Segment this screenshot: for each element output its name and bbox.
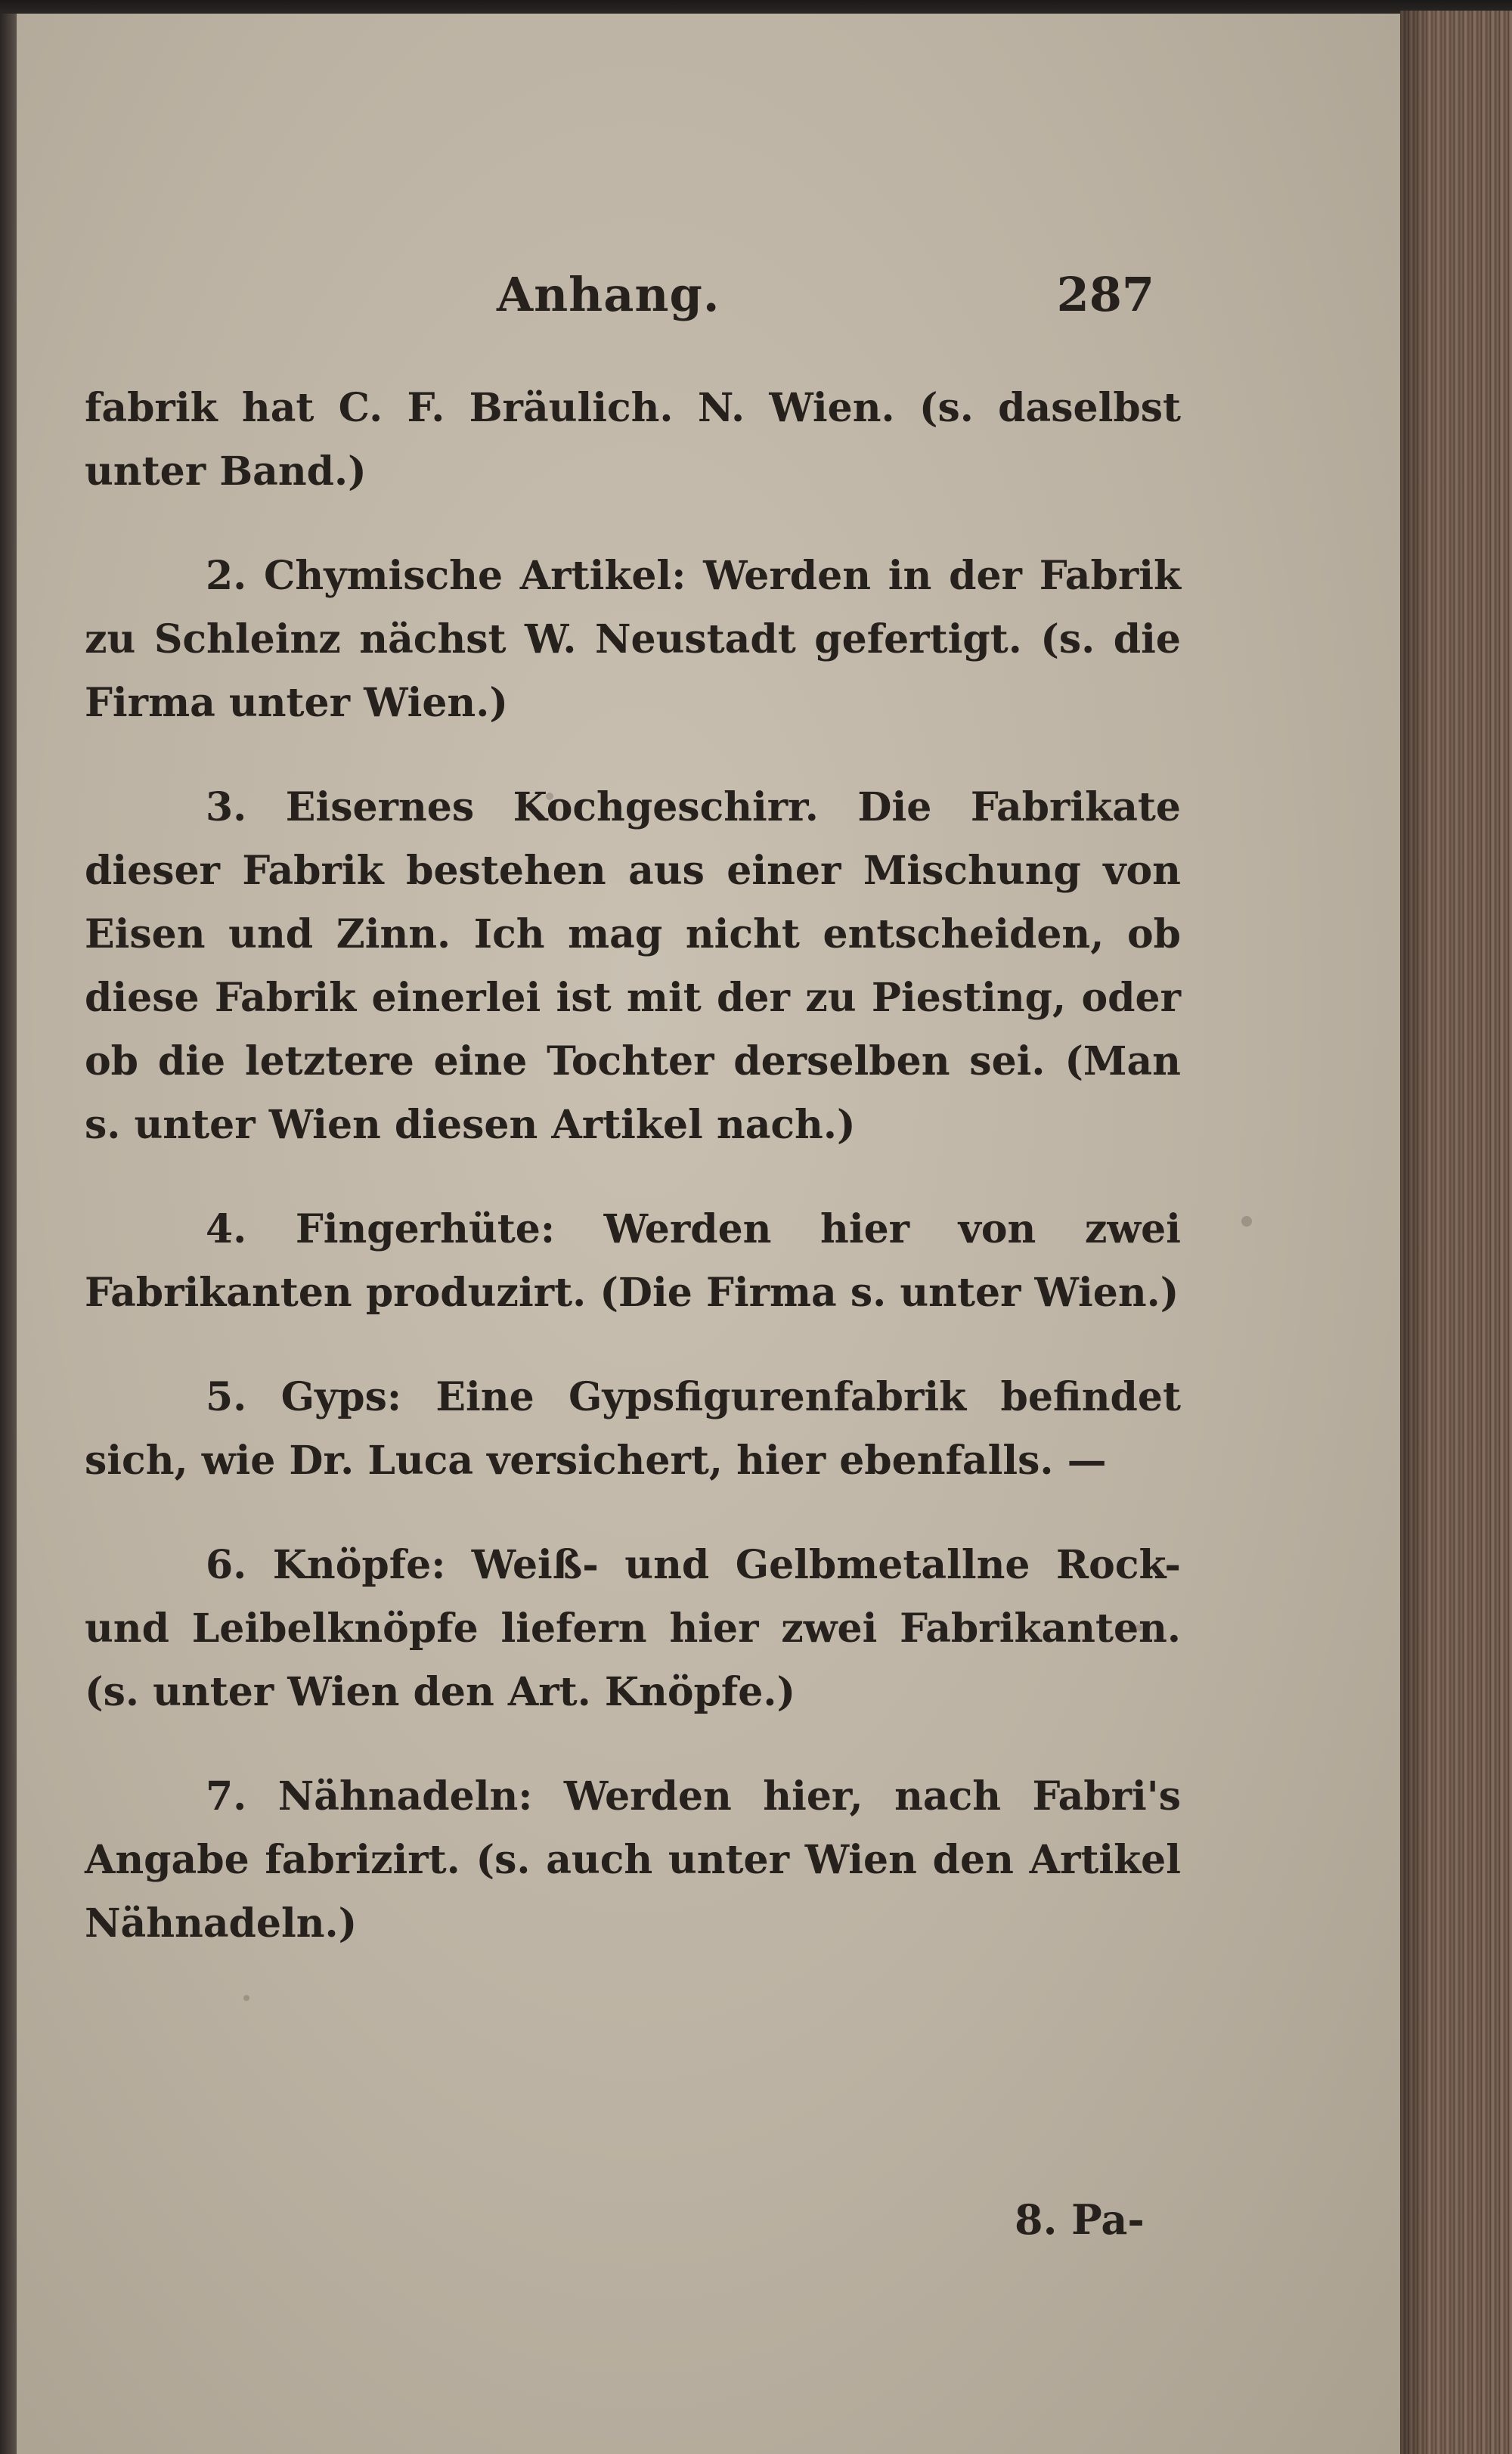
body-text: [85, 377, 1181, 1956]
paragraph-4-text: 4. Fingerhüte: Werden hier von zwei Fabrikanten produzirt. (Die Firma s. unter Wien.): [85, 1206, 1181, 1316]
paper-speck: [1241, 1216, 1252, 1227]
paragraph-3: [85, 776, 1181, 1157]
page-edges: [1400, 11, 1512, 2454]
paragraph-6-text: 6. Knöpfe: Weiß- und Gelbmetallne Rock- und Leibelknöpfe liefern hier zwei Fabrikanten. (s. unter Wien den Art. Knöpfe.): [85, 1542, 1181, 1715]
catchword: 8. Pa-: [1015, 2195, 1145, 2244]
gutter-shadow: [0, 14, 17, 2454]
running-head-title: Anhang.: [497, 267, 720, 322]
running-head: [88, 267, 1154, 343]
paragraph-continuation: fabrik hat C. F. Bräulich. N. Wien. (s. daselbst unter Band.): [85, 385, 1181, 495]
paragraph-5-text: 5. Gyps: Eine Gypsfigurenfabrik befindet sich, wie Dr. Luca versichert, hier ebenfalls. —: [85, 1374, 1181, 1484]
paragraph-4: [85, 1198, 1181, 1325]
paragraph-7: [85, 1765, 1181, 1956]
paragraph-2: [85, 544, 1181, 735]
paragraph-3-text: 3. Eisernes Kochgeschirr. Die Fabrikate dieser Fabrik bestehen aus einer Mischung von Eisen und Zinn. Ich mag nicht entscheiden, ob diese Fabrik einerlei ist mit der zu Piesting, oder ob die letztere eine Tochter derselben sei. (Man s. unter Wien diesen Artikel nach.): [85, 784, 1181, 1148]
page-number: 287: [1056, 267, 1154, 322]
paper-speck: [546, 793, 553, 800]
paragraph-7-text: 7. Nähnadeln: Werden hier, nach Fabri's Angabe fabrizirt. (s. auch unter Wien den Artikel Nähnadeln.): [85, 1773, 1181, 1947]
paragraph-5: [85, 1366, 1181, 1493]
paper-speck: [1136, 1624, 1142, 1631]
paragraph-6: [85, 1534, 1181, 1724]
paragraph-2-text: 2. Chymische Artikel: Werden in der Fabrik zu Schleinz nächst W. Neustadt gefertigt. (s. die Firma unter Wien.): [85, 553, 1181, 726]
paper-speck: [243, 1995, 249, 2001]
book-page: [17, 14, 1400, 2454]
